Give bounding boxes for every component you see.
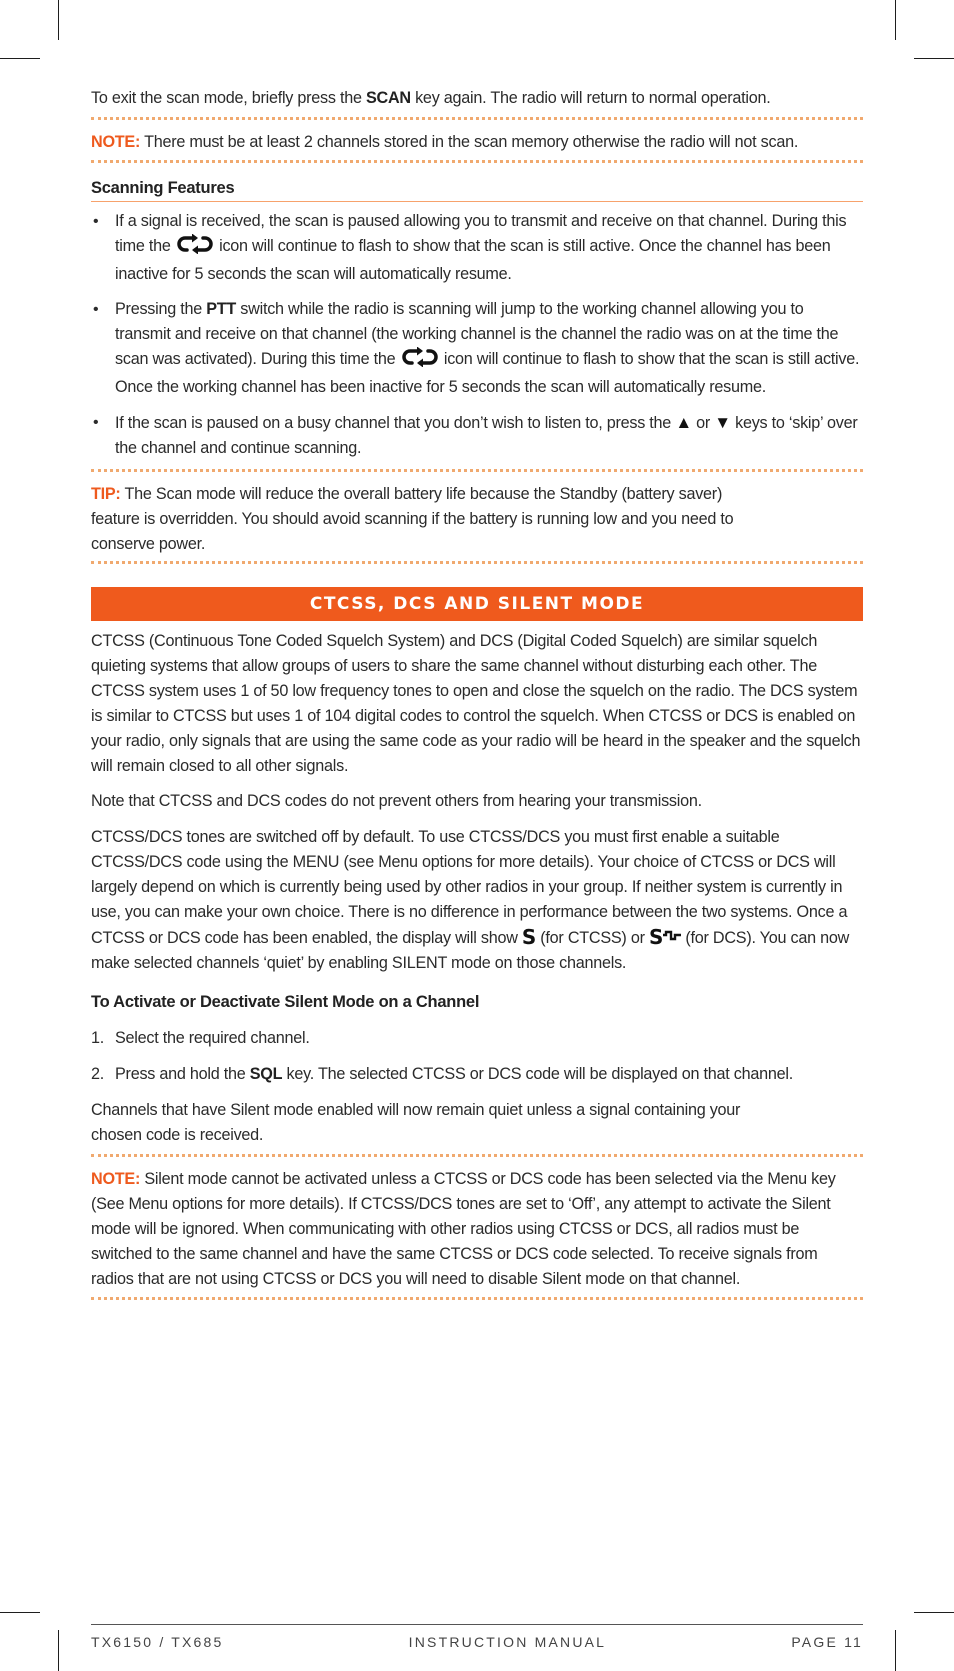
list-item [91, 410, 863, 461]
step-text: Select the required channel. [115, 1029, 310, 1047]
step-number: 1. [91, 1029, 105, 1047]
silent-mode-heading: To Activate or Deactivate Silent Mode on a Channel [91, 993, 480, 1011]
ctcss-s-icon: S [521, 925, 537, 949]
note-label: NOTE: [91, 133, 141, 151]
crop-mark [0, 1612, 40, 1613]
text: keys to ‘skip’ over the channel and continue scanning. [115, 414, 858, 457]
crop-mark [58, 0, 59, 40]
list-item [91, 297, 863, 400]
text: To exit the scan mode, briefly press the [91, 89, 366, 107]
crop-mark [895, 0, 896, 40]
silent-mode-steps [91, 1026, 863, 1087]
list-item [91, 1026, 863, 1051]
scan-icon [400, 347, 440, 375]
page-footer [91, 1634, 863, 1650]
ctcss-intro-paragraph: CTCSS (Continuous Tone Coded Squelch System) and DCS (Digital Coded Squelch) are similar squelch quieting systems that allow groups of users to share the same channel without disturbing each other. The CTCSS system uses 1 of 50 low frequency tones to open and close the squelch on the radio. The DCS system is similar to CTCSS but uses 1 of 104 digital codes to control the squelch. When CTCSS or DCS is enabled on your radio, only signals that are using the same code as your radio will be heard in the speaker and the squelch will remain closed to all other signals. [91, 632, 861, 775]
scan-icon [175, 234, 215, 262]
exit-scan-paragraph [91, 86, 863, 111]
codes-note-paragraph: Note that CTCSS and DCS codes do not prevent others from hearing your transmission. [91, 792, 702, 810]
up-arrow-icon: ▲ [675, 413, 692, 432]
bullet-icon: • [93, 301, 99, 318]
crop-mark [914, 58, 954, 59]
scanning-features-heading: Scanning Features [91, 179, 235, 197]
dotted-divider [91, 160, 863, 163]
text: icon will continue to flash to show that the scan is still active. Once the channel has been inactive for 5 seconds the scan will automatically resume. [115, 237, 831, 283]
bullet-icon: • [93, 213, 99, 230]
text: If the scan is paused on a busy channel that you don’t wish to listen to, press the [115, 414, 676, 432]
crop-mark [914, 1612, 954, 1613]
note-silent-mode [91, 1167, 863, 1292]
dotted-divider [91, 117, 863, 120]
footer-model: TX6150 / TX685 [91, 1634, 224, 1650]
down-arrow-icon: ▼ [714, 413, 731, 432]
text: key again. The radio will return to normal operation. [410, 89, 771, 107]
page-content [91, 86, 863, 1300]
text: icon will continue to flash to show that the scan is still active. Once the working channel has been inactive for 5 seconds the scan will automatically resume. [115, 350, 860, 396]
dotted-divider [91, 1154, 863, 1157]
note-label: NOTE: [91, 1170, 141, 1188]
sql-key-label: SQL [249, 1065, 283, 1083]
text: switch while the radio is scanning will jump to the working channel allowing you to transmit and receive on that channel (the working channel is the channel the radio was on at the time the scan was activated). During this time the [115, 300, 839, 368]
dcs-s-letter: S [648, 925, 664, 949]
scanning-features-list [91, 209, 863, 461]
bullet-icon: • [93, 414, 99, 431]
text: (for CTCSS) or [536, 929, 649, 947]
note-scan-memory [91, 130, 863, 155]
crop-mark [895, 1630, 896, 1671]
list-item [91, 1062, 863, 1087]
step-text: Press and hold the [115, 1065, 250, 1083]
list-item [91, 209, 863, 287]
step-number: 2. [91, 1065, 105, 1083]
tip-paragraph [91, 482, 771, 557]
dotted-divider [91, 469, 863, 472]
step-text: key. The selected CTCSS or DCS code will be displayed on that channel. [282, 1065, 793, 1083]
crop-mark [0, 58, 40, 59]
ptt-key-label: PTT [206, 300, 237, 318]
note-text: There must be at least 2 channels stored in the scan memory otherwise the radio will not scan. [140, 133, 799, 151]
dcs-s-icon [649, 925, 681, 949]
scan-key-label: SCAN [365, 89, 411, 107]
crop-mark [58, 1630, 59, 1671]
dotted-divider [91, 561, 863, 564]
text: Pressing the [115, 300, 207, 318]
footer-rule [91, 1624, 863, 1625]
section-banner: CTCSS, DCS AND SILENT MODE [91, 587, 863, 621]
note-text: Silent mode cannot be activated unless a CTCSS or DCS code has been selected via the Menu key (See Menu options for more details). If CTCSS/DCS tones are set to ‘Off’, any attempt to activate the Silent mode will be ignored. When communicating with other radios using CTCSS or DCS, all radios must be switched to the same channel and have the same CTCSS or DCS code selected. To receive signals from radios that are not using CTCSS or DCS you will need to disable Silent mode on that channel. [91, 1170, 836, 1288]
tones-paragraph [91, 825, 863, 976]
tip-label: TIP: [91, 485, 121, 503]
text: CTCSS/DCS tones are switched off by default. To use CTCSS/DCS you must first enable a suitable CTCSS/DCS code using the MENU (see Menu options for more details). Your choice of CTCSS or DCS will largely depend on which is currently being used by other radios in your group. If neither system is currently in use, you can make your own choice. There is no difference in performance between the two systems. Once a CTCSS or DCS code has been enabled, the display will show [91, 828, 848, 947]
text: (for DCS). You can now make selected channels ‘quiet’ by enabling SILENT mode on those channels. [91, 929, 850, 972]
text: If a signal is received, the scan is paused allowing you to transmit and receive on that channel. During this time the [115, 212, 847, 255]
text: or [691, 414, 715, 432]
tip-text: The Scan mode will reduce the overall battery life because the Standby (battery saver) feature is overridden. You should avoid scanning if the battery is running low and you need to conserve power. [91, 485, 734, 553]
channels-paragraph: Channels that have Silent mode enabled will now remain quiet unless a signal containing your chosen code is received. [91, 1101, 741, 1144]
dotted-divider [91, 1297, 863, 1300]
footer-title: INSTRUCTION MANUAL [408, 1634, 607, 1650]
footer-page-number: PAGE 11 [791, 1634, 863, 1650]
heading-rule [91, 201, 863, 202]
